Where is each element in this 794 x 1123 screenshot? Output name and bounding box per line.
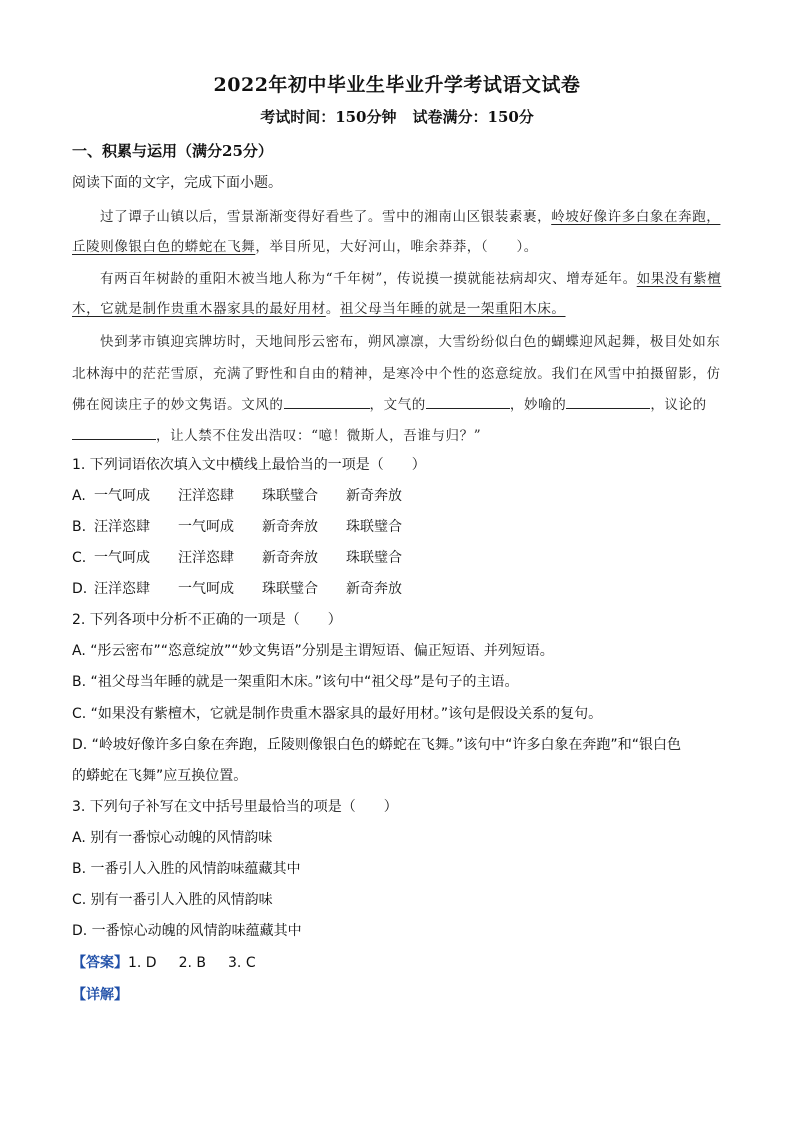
- question-1-option-d: [72, 578, 430, 598]
- answer-tag: 【答案】: [72, 955, 128, 971]
- passage-p1-line2: [72, 235, 538, 255]
- question-3-stem: 3. 下列句子补写在文中括号里最恰当的项是（ ）: [72, 799, 398, 815]
- option-word: 新奇奔放: [262, 550, 318, 566]
- option-word: 新奇奔放: [346, 581, 402, 597]
- passage-text: ，让人禁不住发出浩叹：“噫！微斯人，吾谁与归？”: [156, 428, 482, 444]
- passage-text: 佛在阅读庄子的妙文隽语。文风的: [72, 397, 284, 413]
- option-label: A.: [72, 488, 86, 504]
- option-word: 一气呵成: [94, 488, 150, 504]
- fill-blank: [72, 425, 156, 440]
- question-2-option-d-cont: 的蟒蛇在飞舞”应互换位置。: [72, 768, 248, 784]
- passage-p3-line3: [72, 393, 707, 413]
- question-2-option-b: B. “祖父母当年睡的就是一架重阳木床。”该句中“祖父母”是句子的主语。: [72, 674, 519, 690]
- question-3-option-a: A. 别有一番惊心动魄的风情韵味: [72, 830, 273, 846]
- option-word: 珠联璧合: [262, 488, 318, 504]
- option-word: 一气呵成: [178, 581, 234, 597]
- passage-p1-line1: [100, 205, 720, 225]
- passage-text: 。: [325, 301, 340, 317]
- section-heading: 一、积累与运用（满分25分）: [72, 142, 273, 160]
- question-1-stem: 1. 下列词语依次填入文中横线上最恰当的一项是（ ）: [72, 457, 426, 473]
- instruction: 阅读下面的文字，完成下面小题。: [72, 175, 282, 191]
- question-2-option-d: D. “岭坡好像许多白象在奔跑，丘陵则像银白色的蟒蛇在飞舞。”该句中“许多白象在奔跑”和“银白色: [72, 737, 681, 753]
- question-3-option-b: B. 一番引人入胜的风情韵味蕴藏其中: [72, 861, 301, 877]
- option-word: 一气呵成: [178, 519, 234, 535]
- option-label: C.: [72, 550, 87, 566]
- option-word: 汪洋恣肆: [178, 550, 234, 566]
- question-2-option-a: A. “彤云密布”“恣意绽放”“妙文隽语”分别是主谓短语、偏正短语、并列短语。: [72, 643, 554, 659]
- passage-p3-line1: 快到茅市镇迎宾牌坊时，天地间彤云密布，朔风凛凛，大雪纷纷似白色的蝴蝶迎风起舞，极目处如东: [100, 334, 721, 350]
- option-word: 珠联璧合: [346, 519, 402, 535]
- passage-p3-line4: [72, 424, 481, 444]
- page-title: 2022年初中毕业生毕业升学考试语文试卷: [213, 74, 581, 96]
- option-word: 珠联璧合: [262, 581, 318, 597]
- passage-text: ，举目所见，大好河山，唯余莽莽，（ ）。: [255, 239, 538, 255]
- option-word: 汪洋恣肆: [94, 581, 150, 597]
- answer-line: [72, 952, 278, 972]
- detail-line: [72, 984, 128, 1004]
- option-word: 新奇奔放: [346, 488, 402, 504]
- option-word: 珠联璧合: [346, 550, 402, 566]
- passage-p2-line2: [72, 297, 566, 317]
- passage-text: ，文气的: [369, 397, 426, 413]
- underlined-text: 丘陵则像银白色的蟒蛇在飞舞: [72, 239, 256, 255]
- answer-item: 3. C: [228, 955, 256, 971]
- option-word: 一气呵成: [94, 550, 150, 566]
- underlined-text: 岭坡好像许多白象在奔跑，: [551, 209, 721, 225]
- exam-time: 考试时间：150分钟: [260, 108, 397, 126]
- option-word: 新奇奔放: [262, 519, 318, 535]
- passage-text: 有两百年树龄的重阳木被当地人称为“千年树”，传说摸一摸就能祛病却灾、增寿延年。: [100, 271, 637, 287]
- passage-p2-line1: [100, 267, 721, 287]
- fill-blank: [566, 394, 650, 409]
- answer-item: 2. B: [178, 955, 207, 971]
- passage-text: ，议论的: [650, 397, 707, 413]
- option-label: B.: [72, 519, 87, 535]
- detail-tag: 【详解】: [72, 987, 128, 1003]
- question-3-option-d: D. 一番惊心动魄的风情韵味蕴藏其中: [72, 923, 302, 939]
- passage-text: ，妙喻的: [509, 397, 567, 413]
- question-1-option-c: [72, 547, 430, 567]
- exam-score: 试卷满分：150分: [412, 108, 534, 126]
- fill-blank: [426, 394, 510, 409]
- question-2-stem: 2. 下列各项中分析不正确的一项是（ ）: [72, 612, 342, 628]
- question-3-option-c: C. 别有一番引人入胜的风情韵味: [72, 892, 273, 908]
- underlined-text: 如果没有紫檀: [636, 271, 722, 287]
- passage-text: 过了谭子山镇以后，雪景渐渐变得好看些了。雪中的湘南山区银装素裹，: [100, 209, 552, 225]
- question-1-option-a: [72, 485, 430, 505]
- fill-blank: [284, 394, 370, 409]
- passage-p3-line2: 北林海中的茫茫雪原，充满了野性和自由的精神，是寒冷中个性的恣意绽放。我们在风雪中拍摄留影，仿: [72, 366, 721, 382]
- option-word: 汪洋恣肆: [94, 519, 150, 535]
- question-2-option-c: C. “如果没有紫檀木，它就是制作贵重木器家具的最好用材。”该句是假设关系的复句。: [72, 706, 603, 722]
- exam-info: [0, 106, 794, 127]
- option-word: 汪洋恣肆: [178, 488, 234, 504]
- question-1-option-b: [72, 516, 430, 536]
- option-label: D.: [72, 581, 88, 597]
- underlined-text: 木，它就是制作贵重木器家具的最好用材: [72, 301, 326, 317]
- answer-item: 1. D: [128, 955, 157, 971]
- underlined-text: 祖父母当年睡的就是一架重阳木床。: [339, 301, 566, 317]
